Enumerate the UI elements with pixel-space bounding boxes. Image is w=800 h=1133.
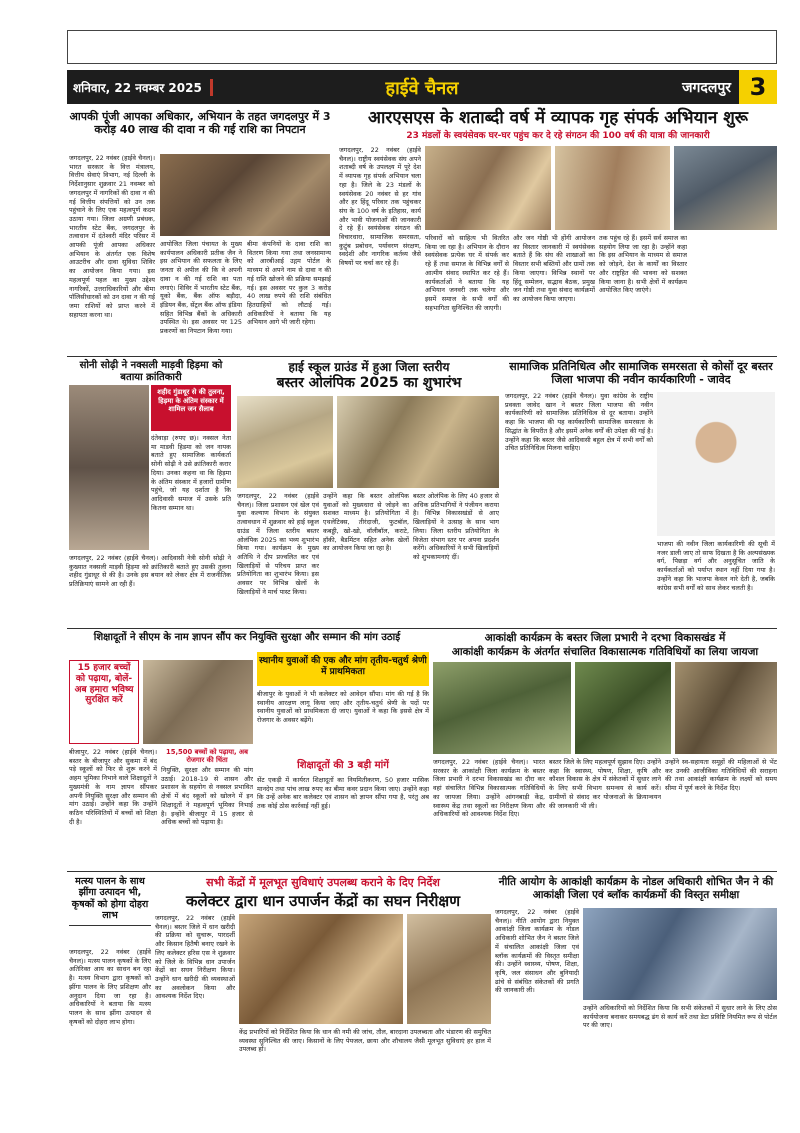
a5-text2: भाजपा की नवीन जिला कार्यकारिणी की सूची में नजर डाली जाए तो साफ दिखता है कि अल्पसंख्यक वर्ग, पिछड़ा वर्ग और अनुसूचित जाति के कार्यकर्ताओं को पर्याप्त स्थान नहीं दिया गया है। उन्होंने कहा कि भाजपा केवल नारे देती है, जबकि कांग्रेस सभी वर्गों को साथ लेकर चलती है।: [657, 540, 775, 592]
a2-text: जगदलपुर, 22 नवंबर (हाईवे चैनल)। राष्ट्रीय स्वयंसेवक संघ अपने शताब्दी वर्ष के उपलक्ष्य में पूरे देश में व्यापक गृह संपर्क अभियान चला रहा है। जिले के 23 मंडलों के स्वयंसेवक 20 नवंबर से हर गांव और हर हिंदू परिवार तक पहुंचकर संघ के 100 वर्ष के इतिहास, कार्य और भावी योजनाओं की जानकारी दे रहे हैं। स्वयंसेवक संगठन की विचारधारा, सामाजिक समरसता, कुटुंब प्रबोधन, पर्यावरण संरक्षण, स्वदेशी और नागरिक कर्तव्य जैसे विषयों पर चर्चा कर रहे हैं।: [339, 146, 421, 268]
a4-text: जगदलपुर, 22 नवंबर (हाईवे चैनल)। जिला प्रशासन एवं खेल एवं युवा कल्याण विभाग के संयुक्त तत्वावधान में शुक्रवार को हाई स्कूल ग्राउंड में जिला स्तरीय बस्तर ओलंपिक 2025 का भव्य शुभारंभ किया गया। कार्यक्रम के मुख्य अतिथि ने दीप प्रज्वलित कर एवं खिलाड़ियों से परिचय प्राप्त कर प्रतियोगिता का शुभारंभ किया। इस अवसर पर विभिन्न खेलों के खिलाड़ियों ने मार्च पास्ट किया।: [237, 492, 319, 596]
a3-photo: [69, 385, 149, 550]
a1-photo: [160, 154, 330, 236]
a9-headline: सभी केंद्रों में मूलभूत सुविधाएं उपलब्ध कराने के दिए निर्देश: [206, 876, 440, 889]
a6-yellow-head: स्थानीय युवाओं की एक और मांग तृतीय-चतुर्थ श्रेणी में प्राथमिकता: [257, 652, 429, 686]
a1-text2: आयोजित जिला पंचायत के मुख्य कार्यपालन अधिकारी प्रतीक जैन ने इस अभियान की सफलता के लिए जनता से अपील की कि वे अपनी दावा न की गई राशि का पता लगाएं। शिविर में भारतीय स्टेट बैंक, यूको बैंक, बैंक ऑफ बड़ौदा, इंडियन बैंक, सेंट्रल बैंक ऑफ इंडिया सहित विभिन्न बैंकों के अधिकारी उपस्थित थे। इस अवसर पर 125 प्रकरणों का निपटान किया गया।: [160, 240, 242, 336]
a7-photo-3: [675, 662, 777, 754]
a4-headline: हाई स्कूल ग्राउंड में हुआ जिला स्तरीय: [288, 360, 450, 374]
a6-redline: 15,500 बच्चों को पढ़ाया, अब रोजगार की चिंता: [166, 748, 248, 765]
a4-text2: उन्होंने कहा कि बस्तर ओलंपिक युवाओं को मुख्यधारा से जोड़ने का सशक्त माध्यम है। प्रतियोगिता में एथलेटिक्स, तीरंदाजी, फुटबॉल, कबड्डी, खो-खो, वॉलीबॉल, कराटे, हॉकी, बैडमिंटन सहित अनेक खेलों का आयोजन किया जा रहा है।: [323, 492, 409, 553]
a8-text: जगदलपुर, 22 नवंबर (हाईवे चैनल)। मत्स्य पालन कृषकों के लिए अतिरिक्त आय का साधन बन रहा है। मत्स्य विभाग द्वारा कृषकों को झींगा पालन के लिए प्रशिक्षण और अनुदान दिया जा रहा है। अधिकारियों ने बताया कि मत्स्य पालन के साथ झींगा उत्पादन से कृषकों को दोहरा लाभ होगा।: [69, 948, 151, 1026]
a10-headline: नीति आयोग के आकांक्षी कार्यक्रम के नोडल अधिकारी शोभित जैन ने की आकांक्षी जिला एवं ब्लॉक कार्यक्रमों की विस्तृत समीक्षा: [498, 876, 774, 901]
edition-city: जगदलपुर: [682, 80, 731, 96]
a6-headline: शिक्षादूतों ने सीएम के नाम ज्ञापन सौंप कर नियुक्ति सुरक्षा और सम्मान की मांग उठाई: [93, 632, 401, 643]
divider-1: [67, 356, 777, 357]
a4-photo-1: [237, 396, 333, 488]
a2-text4: तक पहुंच रहे हैं। इसमें सर्व समाज का सहयोग लिया जा रहा है। उन्होंने कहा कि इस अभियान के माध्यम से समाज को जोड़ने, देश के कार्यों का विस्तार और राष्ट्रहित की भावना को सशक्त किया जाना है। सभी क्षेत्रों में कार्यक्रम आयोजित किए जाएंगे।: [599, 234, 687, 295]
masthead-bar: [67, 70, 777, 104]
a5-text: जगदलपुर, 22 नवंबर (हाईवे चैनल)। युवा कांग्रेस के राष्ट्रीय प्रवक्ता जावेद खान ने बस्तर जिला भाजपा की नवीन कार्यकारिणी को सामाजिक प्रतिनिधित्व से दूर बताया। उन्होंने कहा कि भाजपा की यह कार्यकारिणी सामाजिक समरसता के सिद्धांत के विपरीत है और इसमें अनेक वर्गों की उपेक्षा की गई है। उन्होंने कहा कि बस्तर जैसे आदिवासी बहुल क्षेत्र में सभी वर्गों को उचित प्रतिनिधित्व मिलना चाहिए।: [505, 392, 653, 453]
a4-photo-2: [337, 396, 499, 488]
a4-text3: बस्तर ओलंपिक के लिए 40 हजार से अधिक प्रतिभागियों ने पंजीयन कराया है। विभिन्न विकासखंडों से आए खिलाड़ियों ने उत्साह के साथ भाग लिया। जिला स्तरीय प्रतियोगिता के विजेता संभाग स्तर पर अपना प्रदर्शन करेंगे। अधिकारियों ने सभी खिलाड़ियों को शुभकामनाएं दीं।: [413, 492, 499, 561]
a2-photo-3: [674, 146, 777, 230]
a5-headline: सामाजिक प्रतिनिधित्व और सामाजिक समरसता से कोसों दूर बस्तर जिला भाजपा की नवीन कार्यकारिणी - जावेद: [509, 360, 773, 387]
divider-3: [67, 871, 777, 872]
a2-photo-2: [555, 146, 670, 230]
a7-headline: आकांक्षी कार्यक्रम के बस्तर जिला प्रभारी ने दरभा विकासखंड में: [484, 632, 726, 644]
a7-headline2: आकांक्षी कार्यक्रम के अंतर्गत संचालित विकासात्मक गतिविधियों का लिया जायजा: [451, 646, 759, 658]
a2-headline: आरएसएस के शताब्दी वर्ष में व्यापक गृह संपर्क अभियान शुरू: [367, 108, 749, 128]
a9-photo-1: [239, 914, 403, 1024]
divider-2: [67, 628, 777, 629]
a6-text4: सेंट एकड़ी में कार्यरत शिक्षादूतों का नियमितीकरण, 50 हजार मासिक मानदेय तथा पांच लाख रुपए का बीमा कवर प्रदान किया जाए। उन्होंने कहा कि उन्हें अनेक बार कलेक्टर एवं शासन को ज्ञापन सौंपा गया है, परंतु अब तक कोई ठोस कार्रवाई नहीं हुई।: [257, 776, 429, 811]
a10-text2: उन्होंने अधिकारियों को निर्देशित किया कि सभी संकेतकों में सुधार लाने के लिए ठोस कार्ययोजना बनाकर समयबद्ध ढंग से कार्य करें तथा डेटा प्रविष्टि नियमित रूप से पोर्टल पर की जाए।: [583, 1004, 777, 1030]
a1-text: जगदलपुर, 22 नवंबर (हाईवे चैनल)। भारत सरकार के वित्त मंत्रालय, वित्तीय सेवाएं विभाग, नई दिल्ली के निर्देशानुसार शुक्रवार 21 नवम्बर को जगदलपुर में नागरिकों की दावा न की गई वित्तीय संपत्तियों को उन तक पहुंचाने के लिए एक महत्वपूर्ण कदम उठाया गया। जिला अग्रणी प्रबंधक, भारतीय स्टेट बैंक, जगदलपुर के तत्वाधान में दंतेश्वरी मंदिर परिसर में आपकी पूंजी आपका अधिकार अभियान के अंतर्गत एक विशेष आउटरीच और दावा सुविधा शिविर का आयोजन किया गया। इस महत्वपूर्ण पहल का मुख्य उद्देश्य नागरिकों, उत्तराधिकारियों और बीमा पॉलिसीधारकों को उन दावा न की गई जमा राशियों को प्राप्त करने में सहायता करना था।: [69, 154, 155, 319]
a5-portrait: [657, 392, 775, 536]
a6-subhead: शिक्षादूतों की 3 बड़ी मांगें: [297, 760, 389, 771]
a2-photo-1: [425, 146, 551, 230]
a6-photo-1: [143, 660, 253, 744]
a9-text2: केंद्र प्रभारियों को निर्देशित किया कि धान की नमी की जांच, तौल, बारदाना उपलब्धता और भंडारण की समुचित व्यवस्था सुनिश्चित की जाए। किसानों के लिए पेयजल, छाया और शौचालय जैसी मूलभूत सुविधाएं हर हाल में उपलब्ध हों।: [239, 1028, 491, 1054]
a3-headline: सोनी सोढ़ी ने नक्सली माड़वी हिड़मा को बताया क्रांतिकारी: [79, 360, 223, 383]
top-ad-space: [67, 30, 777, 64]
a6-text3: बीजापुर के युवाओं ने भी कलेक्टर को आवेदन सौंपा। मांग की गई है कि स्थानीय आरक्षण लागू किया जाए और तृतीय-चतुर्थ श्रेणी के पदों पर स्थानीय युवाओं को प्राथमिकता दी जाए। युवाओं ने कहा कि इससे क्षेत्र में रोजगार के अवसर बढ़ेंगे।: [257, 690, 429, 725]
a7-photo-1: [433, 662, 571, 754]
a10-photo: [583, 908, 777, 1000]
a2-text3: और जन गोष्ठी भी होंगी आयोजन का विस्तार जानकारी में स्वयंसेवक बताते हैं कि संघ की शाखाओं का विस्तार सभी बस्तियों और ग्रामों तक किया जाएगा। विभिन्न स्थानों पर हिंदू सम्मेलन, सद्भाव बैठक, प्रमुख जन गोष्ठी तथा युवा संवाद कार्यक्रमों का आयोजन किया जाएगा।: [513, 234, 595, 303]
newspaper-page: [67, 30, 777, 1110]
a9-photo-2: [407, 914, 491, 1024]
a8-headline: मत्स्य पालन के साथ झींगा उत्पादन भी, कृषकों को होगा दोहरा लाभ: [69, 876, 151, 926]
a7-photo-2: [575, 662, 671, 754]
a4-headline2: बस्तर ओलंपिक 2025 का शुभारंभ: [276, 375, 462, 391]
a6-badge: 15 हजार बच्चों को पढ़ाया, बोलें-अब हमारा भविष्य सुरक्षित करें: [69, 660, 139, 744]
a3-text: दंतेवाड़ा (रुपए छ)। नक्सल नेता मा माडवी हिडमा को जन नायक बताते हुए सामाजिक कार्यकर्ता सोनी सोढ़ी ने उसे क्रांतिकारी करार दिया। उनका कहना था कि हिड़मा के अंतिम संस्कार में हजारों ग्रामीण पहुंचे, जो यह दर्शाता है कि आदिवासी समाज में उसके प्रति कितना सम्मान था।: [151, 434, 231, 512]
a10-text: जगदलपुर, 22 नवंबर (हाईवे चैनल)। नीति आयोग द्वारा नियुक्त आकांक्षी जिला कार्यक्रम के नोडल अधिकारी शोभित जैन ने बस्तर जिले में संचालित आकांक्षी जिला एवं ब्लॉक कार्यक्रमों की विस्तृत समीक्षा की। उन्होंने स्वास्थ्य, पोषण, शिक्षा, कृषि, जल संसाधन और बुनियादी ढांचे से संबंधित संकेतकों की प्रगति की जानकारी ली।: [495, 908, 579, 995]
issue-date: शनिवार, 22 नवम्बर 2025: [73, 79, 213, 96]
a1-text3: बीमा कंपनियों के दावा राशि का वितरण किया गया तथा जनसामान्य को आरबीआई उद्गम पोर्टल के माध्यम से अपने नाम से दावा न की गई राशि खोजने की प्रक्रिया समझाई गई। इस अवसर पर कुल 3 करोड़ 40 लाख रुपये की राशि संबंधित हितग्राहियों को लौटाई गई। अधिकारियों ने बताया कि यह अभियान आगे भी जारी रहेगा।: [247, 240, 331, 327]
a6-text: बीजापुर, 22 नवंबर (हाईवे चैनल)। बस्तर के बीजापुर और सुकमा में बंद पड़े स्कूलों को फिर से शुरू करने में अहम भूमिका निभाने वाले शिक्षादूतों ने मुख्यमंत्री के नाम ज्ञापन सौंपकर अपनी नियुक्ति सुरक्षा और सम्मान की मांग उठाई। उन्होंने कहा कि उन्होंने कठिन परिस्थितियों में बच्चों को शिक्षा दी है।: [69, 748, 157, 826]
a3-quote-box: शहीद गुंडाधूर से की तुलना, हिड़मा के अंतिम संस्कार में शामिल जन सैलाब: [151, 385, 231, 431]
a9-headline2: कलेक्टर द्वारा धान उपार्जन केंद्रों का सघन निरीक्षण: [185, 892, 461, 910]
a6-text2: नियुक्ति, सुरक्षा और सम्मान की मांग उठाई। 2018-19 से शासन और प्रशासन के सहयोग से नक्सल प्रभावित क्षेत्रों में बंद स्कूलों को खोलने में इन शिक्षादूतों ने महत्वपूर्ण भूमिका निभाई है। इन्होंने बीजापुर में 15 हजार से अधिक बच्चों को पढ़ाया है।: [161, 766, 253, 827]
paper-name: हाईवे चैनल: [385, 78, 459, 99]
a1-headline: आपकी पूंजी आपका अधिकार, अभियान के तहत जगदलपुर में 3 करोड़ 40 लाख की दावा न की गई राशि का निपटान: [69, 110, 331, 137]
a2-subhead: 23 मंडलों के स्वयंसेवक घर-घर पहुंच कर दे रहे संगठन की 100 वर्ष की यात्रा की जानकारी: [406, 131, 710, 141]
a3-text2: जगदलपुर, 22 नवंबर (हाईवे चैनल)। आदिवासी नेत्री सोनी सोढ़ी ने कुख्यात नक्सली माड़वी हिड़मा को क्रांतिकारी बताते हुए उसकी तुलना शहीद गुंडाधूर से की है। उनके इस बयान को लेकर क्षेत्र में राजनीतिक प्रतिक्रियाएं सामने आ रही हैं।: [69, 554, 231, 589]
a7-text: जगदलपुर, 22 नवंबर (हाईवे चैनल)। भारत सरकार के आकांक्षी जिला कार्यक्रम के बस्तर जिला प्रभारी ने दरभा विकासखंड का दौरा कर वहां संचालित विभिन्न विकासात्मक गतिविधियों का जायजा लिया। उन्होंने आंगनबाड़ी केंद्र, स्वास्थ्य केंद्र तथा स्कूलों का निरीक्षण किया और अधिकारियों को आवश्यक निर्देश दिए।: [433, 758, 545, 819]
page-number: 3: [739, 70, 777, 104]
a2-text2: परिवारों को साहित्य भी वितरित किया जा रहा है। अभियान के दौरान स्वयंसेवक प्रत्येक घर में संपर्क कर रहे हैं तथा समाज के विभिन्न वर्गों से आत्मीय संवाद स्थापित कर रहे हैं। कार्यकर्ताओं ने बताया कि यह अभियान जनवरी तक चलेगा और इसमें समाज के सभी वर्गों की सहभागिता सुनिश्चित की जाएगी।: [425, 234, 509, 312]
a7-text3: उन्होंने स्व-सहायता समूहों की महिलाओं से भेंट कर उनकी आजीविका गतिविधियों की सराहना की तथा आकांक्षी कार्यक्रम के लक्ष्यों को समय सीमा में पूर्ण करने के निर्देश दिए।: [665, 758, 777, 793]
a7-text2: बस्तर जिले के लिए महत्वपूर्ण सुझाव दिए। उन्होंने कहा कि स्वास्थ्य, पोषण, शिक्षा, कृषि और कौशल विकास के क्षेत्र में संकेतकों में सुधार लाने के लिए सभी विभाग समन्वय से कार्य करें। ग्रामीणों से संवाद कर योजनाओं के क्रियान्वयन की जानकारी भी ली।: [549, 758, 661, 810]
a9-text: जगदलपुर, 22 नवंबर (हाईवे चैनल)। बस्तर जिले में धान खरीदी की प्रक्रिया को सुचारू, पारदर्शी और किसान हितैषी बनाए रखने के लिए कलेक्टर हरिस एस ने शुक्रवार को जिले के विभिन्न धान उपार्जन केंद्रों का सघन निरीक्षण किया। उन्होंने धान खरीदी की व्यवस्थाओं का अवलोकन किया और आवश्यक निर्देश दिए।: [155, 914, 235, 1001]
